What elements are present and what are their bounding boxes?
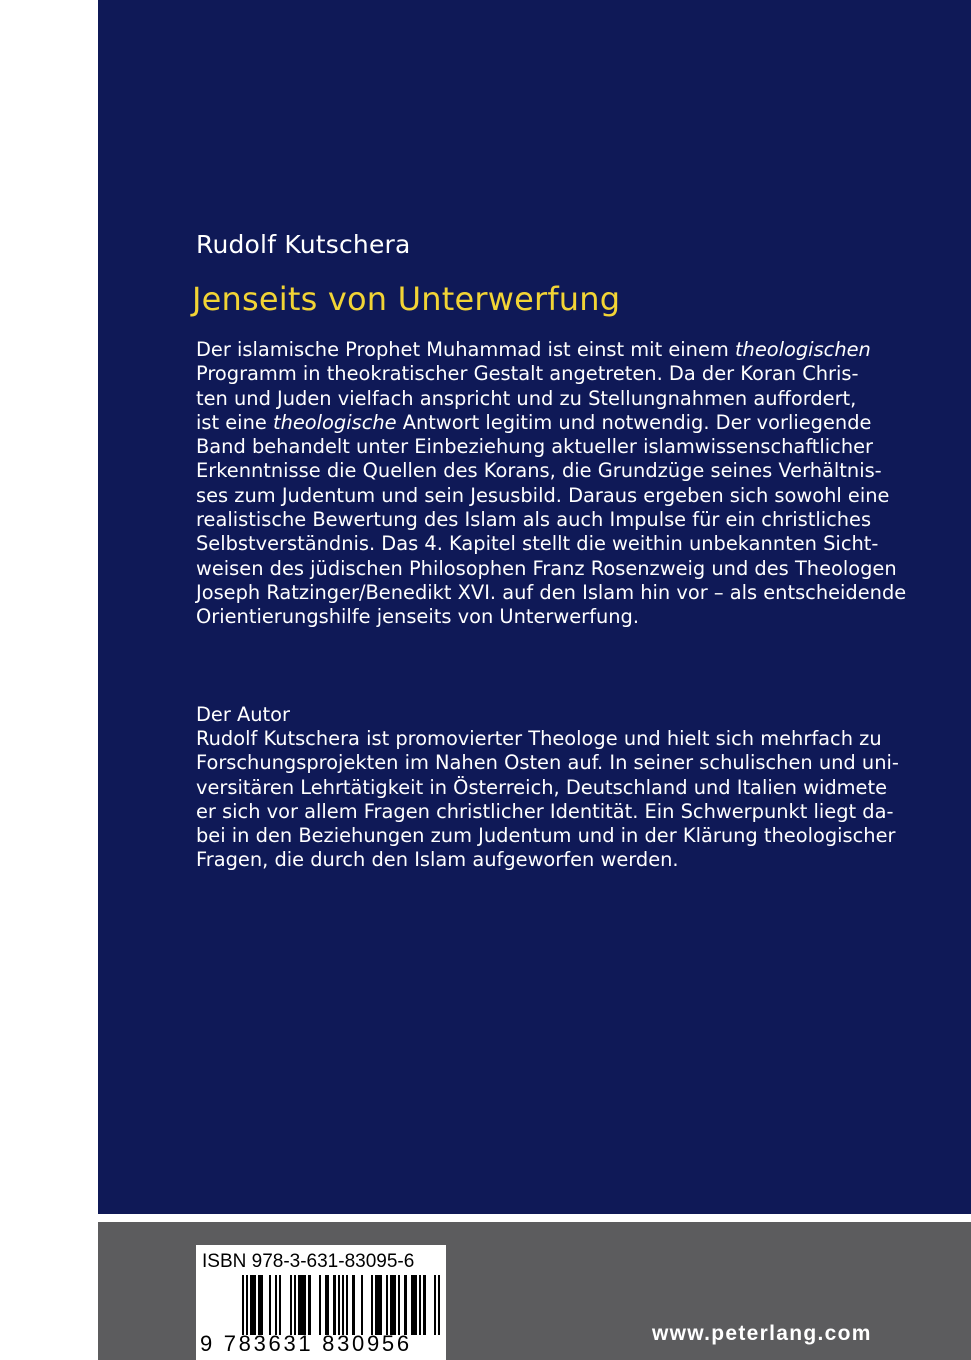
blurb-line: Band behandelt unter Einbeziehung aktueller islamwissenschaftlicher — [196, 435, 874, 459]
blurb-line: Orientierungshilfe jenseits von Unterwerfung. — [196, 605, 640, 629]
blurb-line: ten und Juden vielfach anspricht und zu Stellungnahmen auffordert, — [196, 386, 857, 410]
about-line: er sich vor allem Fragen christlicher Identität. Ein Schwerpunkt liegt da- — [196, 799, 894, 823]
about-line: versitären Lehrtätigkeit in Österreich, Deutschland und Italien widmete — [196, 775, 888, 799]
barcode-bar — [371, 1275, 373, 1335]
ean-digits: 9 783631 830956 — [200, 1331, 412, 1356]
blurb-line: Erkenntnisse die Quellen des Korans, die Grundzüge seines Verhältnis- — [196, 459, 882, 483]
about-line: Fragen, die durch den Islam aufgeworfen werden. — [196, 848, 679, 872]
about-author-heading: Der Autor — [196, 703, 290, 726]
isbn-barcode — [196, 1245, 446, 1360]
barcode-bar — [404, 1275, 406, 1335]
barcode-bar — [361, 1275, 363, 1335]
book-title: Jenseits von Unterwerfung — [192, 280, 621, 318]
barcode-bar — [279, 1275, 281, 1335]
publisher-website: www.peterlang.com — [652, 1322, 872, 1345]
barcode-bar — [242, 1275, 244, 1335]
isbn-label: ISBN 978-3-631-83095-6 — [202, 1251, 415, 1272]
blurb-line: Der islamische Prophet Muhammad ist einst mit einem theologischen — [196, 338, 871, 361]
blurb-line: Programm in theokratischer Gestalt angetreten. Da der Koran Chris- — [196, 362, 859, 386]
blurb-line: realistische Bewertung des Islam als auch Impulse für ein christliches — [196, 508, 872, 532]
blurb-line: ses zum Judentum und sein Jesusbild. Daraus ergeben sich sowohl eine — [196, 483, 890, 507]
blurb-line: Selbstverständnis. Das 4. Kapitel stellt die weithin unbekannten Sicht- — [196, 532, 879, 556]
barcode-bar — [379, 1275, 381, 1335]
barcode-bar — [394, 1275, 396, 1335]
about-line: bei in den Beziehungen zum Judentum und in der Klärung theologischer — [196, 824, 896, 848]
barcode-bars — [204, 1275, 440, 1335]
barcode-bar — [260, 1275, 262, 1335]
barcode-bar — [275, 1275, 277, 1335]
barcode-bar — [333, 1275, 335, 1335]
barcode-bar — [386, 1275, 388, 1335]
about-line: Forschungsprojekten im Nahen Osten auf. In seiner schulischen und uni- — [196, 751, 899, 775]
blurb-line: ist eine theologische Antwort legitim und notwendig. Der vorliegende — [196, 410, 872, 434]
barcode-bar — [415, 1275, 417, 1335]
barcode-bar — [327, 1275, 329, 1335]
barcode-bar — [319, 1275, 321, 1335]
barcode-bar — [346, 1275, 348, 1335]
about-author-text — [196, 727, 899, 873]
barcode-bar — [294, 1275, 296, 1335]
barcode-bar — [308, 1275, 310, 1335]
barcode-bar — [269, 1275, 271, 1335]
blurb-line: weisen des jüdischen Philosophen Franz Rosenzweig und des Theologen — [196, 556, 897, 580]
barcode-bar — [290, 1275, 292, 1335]
barcode-bar — [438, 1275, 440, 1335]
white-margin — [0, 0, 98, 1360]
blurb-line: Joseph Ratzinger/Benedikt XVI. auf den Islam hin vor – als entscheidende — [196, 580, 907, 604]
barcode-bar — [398, 1275, 400, 1335]
barcode-bar — [246, 1275, 248, 1335]
barcode-bar — [434, 1275, 436, 1335]
about-line: Rudolf Kutschera ist promovierter Theologe und hielt sich mehrfach zu — [196, 727, 882, 750]
barcode-bar — [419, 1275, 421, 1335]
barcode-bar — [304, 1275, 306, 1335]
blurb-text — [196, 338, 907, 630]
barcode-bar — [423, 1275, 425, 1335]
author-name: Rudolf Kutschera — [196, 230, 411, 259]
barcode-bar — [338, 1275, 340, 1335]
barcode-bar — [254, 1275, 256, 1335]
barcode-bar — [352, 1275, 354, 1335]
barcode-bar — [342, 1275, 344, 1335]
